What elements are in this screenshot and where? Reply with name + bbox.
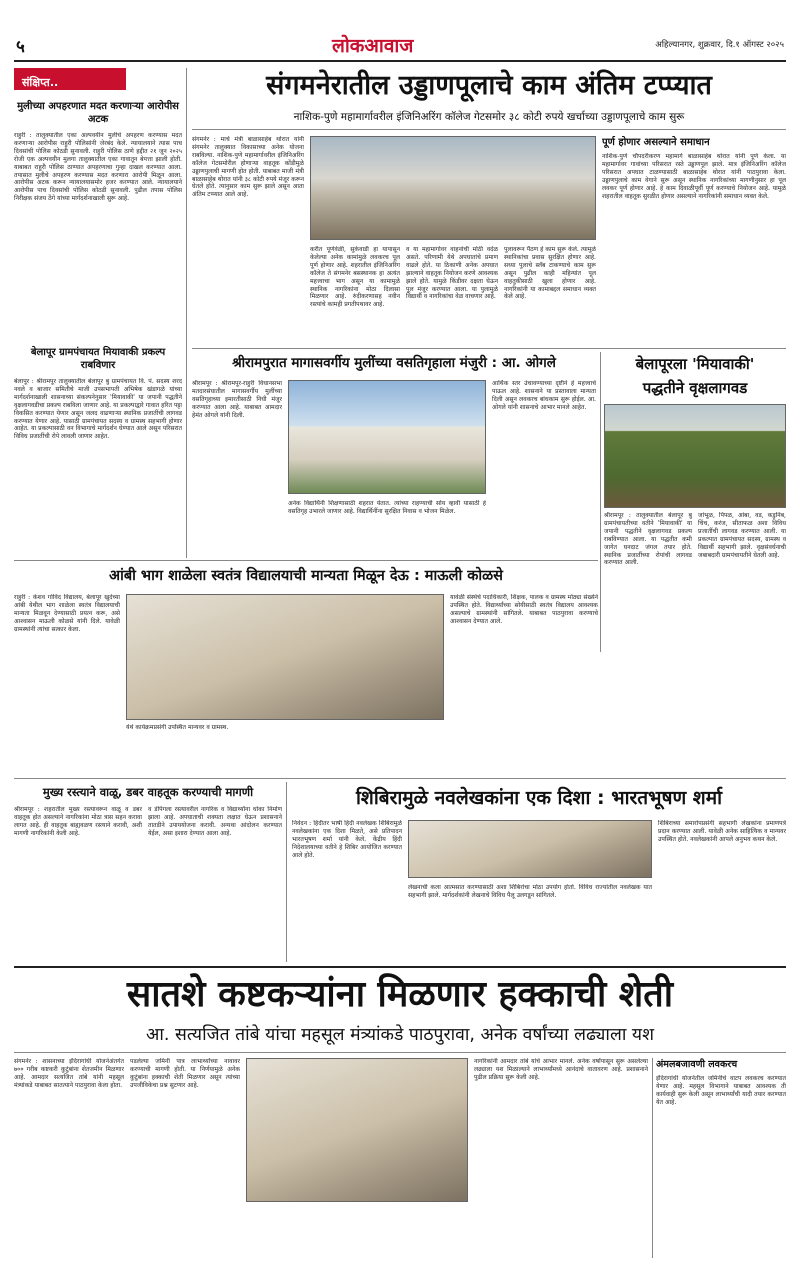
miyawaki-column: जांभूळ, पिंपळ, आंबा, वड, कडुनिंब, चिंच, करंज, सीताफळ अशा विविध प्रजातींची लागवड करण्यात आली. या प्रकल्पात ग्रामपंचायत सदस्य, ग्रामस्थ व विद्यार्थी सहभागी झाले. वृक्षसंवर्धनाची जबाबदारी ग्रामपंचायतीने घेतली आहे. [698,512,786,559]
miyawaki-headline: पद्धतीने वृक्षलागवड [642,379,748,397]
sidebar-badge [14,68,126,90]
photo-caption: येथे कार्यक्रमप्रसंगी उपस्थित मान्यवर व ग्रामस्थ. [126,724,229,731]
section-rule [14,778,786,779]
side-box-title: पूर्ण होणार असल्याने समाधान [602,137,710,148]
lead-column: व या महामार्गावर वाहनांची मोठी वर्दळ असते. परिणामी येथे अपघातांचे प्रमाण वाढले होते. या ठिकाणी अनेक अपघात झाल्याने वाहतूक नियोजन करणे आवश्यक झाले होते. यामुळे किंडीवर दक्षता घेऊन पूल मंजूर करण्यात आला. या पुलामुळे विद्यार्थी व नागरिकांचा वेळ वाचणार आहे. [406,246,498,301]
section-rule [14,966,786,968]
felicitation-photo [126,594,444,720]
road-column: श्रीरामपूर : शहरातील मुख्य रस्त्यावरून वाळू व डबर वाहतूक होत असल्याने नागरिकांना मोठा त्रास सहन करावा लागत आहे. ही वाहतूक बाह्यवळण रस्त्याने करावी, अशी मागणी नागरिकांनी केली आहे. [14,806,142,837]
farm-side-title: अंमलबजावणी लवकरच [656,1059,738,1070]
side-box [602,136,786,344]
farm-subhead: आ. सत्यजित तांबे यांचा महसूल मंत्र्यांकडे पाठपुरावा, अनेक वर्षांच्या लढ्याला यश [146,1025,654,1045]
bridge-photo [310,136,596,240]
camp-column: लेखनाची कला आत्मसात करण्यासाठी अशा शिबिरांचा मोठा उपयोग होतो. विविध राज्यांतील नवलेखक यात सहभागी झाले. मार्गदर्शकांनी लेखनाचे विविध पैलू उलगडून सांगितले. [408,884,652,899]
masthead-logo: लोकआवाज [332,35,414,56]
section-rule [14,560,598,561]
sidebar-story-title: मुलीच्या अपहरणात मदत करणाऱ्या आरोपीस अटक [17,101,179,125]
column-divider [286,782,287,962]
miyawaki-column: श्रीरामपूर : तालुक्यातील बेलापूर बु ग्रामपंचायतीच्या वतीने 'मियावाकी' या जपानी पद्धतीने वृक्षलागवड प्रकल्प राबविण्यात आला. या पद्धतीत कमी जागेत घनदाट जंगल तयार होते. स्थानिक प्रजातींच्या रोपांची लागवड करण्यात आली. [604,512,692,567]
camp-column: निवेदन : हिंदीतर भाषी हिंदी नवलेखक शिबिरामुळे नवलेखकांना एक दिशा मिळते, असे प्रतिपादन भारतभूषण शर्मा यांनी केले. केंद्रीय हिंदी निदेशालयाच्या वतीने हे शिबिर आयोजित करण्यात आले होते. [292,820,402,859]
sidebar [14,68,182,558]
subhead-rule [192,129,786,130]
lead-column: संगमनेर : मार्च मंत्री बाळासाहेब थोरात यांनी संगमनेर तालुक्यात विकासाच्या अनेक योजना राबविल्या. नाशिक-पुणे महामार्गावरील इंजिनिअरिंग कॉलेज गेटसमोरील होणाऱ्या वाहतूक कोंडीमुळे उड्डाणपुलाची मागणी होत होती. याबाबत माजी मंत्री बाळासाहेब थोरात यांनी ३८ कोटी रुपये मंजूर करून घेतले होते. त्यानुसार काम सुरू झाले असून आता अंतिम टप्प्यात आले आहे. [192,136,304,199]
school-headline: आंबी भाग शाळेला स्वतंत्र विद्यालयाची मान्यता मिळून देऊ : माऊली कोळसे [109,568,503,584]
lead-subhead: नाशिक-पुणे महामार्गावरील इंजिनिअरिंग कॉलेज गेटसमोर ३८ कोटी रुपये खर्चाच्या उड्डाणपूलाचे काम सुरू [293,111,685,123]
column-divider [186,68,187,558]
farm-side-box [656,1058,786,1258]
column-divider [600,352,601,652]
masthead [14,34,786,56]
farm-headline: सातशे कष्टकऱ्यांना मिळणार हक्काची शेती [126,974,674,1015]
farm-side-body: इंदिरागांधी योजनेतील जमिनींचे वाटप लवकरच करण्यात येणार आहे. महसूल विभागाने याबाबत आवश्यक ती कार्यवाही सुरू केली असून लाभार्थ्यांची यादी तयार करण्यात येत आहे. [656,1075,786,1106]
column-divider [652,1058,653,1258]
camp-column: शिबिराच्या समारोपप्रसंगी सहभागी लेखकांना प्रमाणपत्रे प्रदान करण्यात आली. यावेळी अनेक साहित्यिक व मान्यवर उपस्थित होते. नवलेखकांनी आपले अनुभव कथन केले. [658,820,786,843]
camp-headline: शिबिरामुळे नवलेखकांना एक दिशा : भारतभूषण शर्मा [355,787,722,809]
farm-column: संगमनेर : शासनाच्या इंदिरागांधी योजनेअंतर्गत ७०० गरीब कष्टकरी कुटुंबांना शेतजमीन मिळणार आहे. आमदार सत्यजित तांबे यांनी महसूल मंत्र्यांकडे याबाबत सातत्याने पाठपुरावा केला होता. [14,1058,124,1089]
lead-column: पुलावरून पैंठण हे काम सुरू केले. त्यामुळे स्थानिकांचा प्रवास सुरक्षित होणार आहे. सध्या पुलाचे स्लॅब टाकण्याचे काम सुरू असून पुढील काही महिन्यांत पूल वाहतुकीसाठी खुला होणार आहे. नागरिकांनी या कामाबद्दल समाधान व्यक्त केले आहे. [504,246,596,301]
side-box-body: नाशिक-पुणे चौपदरीकरण महामार्ग बाळासाहेब थोरात यांनी पूर्ण केला. या महामार्गावर गावांच्या परिसरात रस्ते उड्डाणपूल झाले. मात्र इंजिनिअरिंग कॉलेज परिसरात अपघात टाळण्यासाठी बाळासाहेब थोरात यांनी पाठपुरावा केला. उड्डाणपुलाचे काम वेगाने सुरू असून स्थानिक नागरिकांच्या मागणीनुसार हा पूल लवकर पूर्ण होणार आहे. हे काम दिवाळीपूर्वी पूर्ण करण्याचे नियोजन आहे. यामुळे शहरातील वाहतूक सुरळीत होणार असल्याने नागरिकांनी समाधान व्यक्त केले. [602,153,786,200]
hostel-headline: श्रीरामपुरात मागासवर्गीय मुलींच्या वसतिगृहाला मंजुरी : आ. ओगले [232,355,556,371]
road-headline: मुख्य रस्त्याने वाळू, डबर वाहतूक करण्याची मागणी [42,785,254,799]
road-column: व डंपिंगला रस्त्यावरील नागरिक व विद्यार्थ्यांना धोका निर्माण झाला आहे. अपघाताची शक्यता लक्षात घेऊन प्रशासनाने तातडीने उपाययोजना करावी. अन्यथा आंदोलन करण्यात येईल, असा इशारा देण्यात आला आहे. [148,806,282,837]
masthead-rule [14,60,786,62]
hostel-column: श्रीरामपूर : श्रीरामपूर-राहुरी विधानसभा मतदारसंघातील मागासवर्गीय मुलींच्या वसतिगृहाच्या इमारतीसाठी निधी मंजूर करण्यात आला आहे. याबाबत आमदार हेमंत ओगले यांनी दिली. [192,380,282,419]
dateline: अहिल्यानगर, शुक्रवार, दि.१ ऑगस्ट २०२५ [655,40,784,50]
miyawaki-headline: बेलापूरला 'मियावाकी' [635,355,755,373]
tree-planting-photo [604,404,786,508]
school-column: राहुरी : केशव गोविंद विद्यालय, बेलापूर खुर्दच्या आंबी येथील भाग शाळेला स्वतंत्र विद्यालयाची मान्यता मिळवून देण्यासाठी प्रयत्न करू, असे आश्वासन माऊली कोळसे यांनी दिले. यावेळी ग्रामस्थांनी त्यांचा सत्कार केला. [14,594,120,633]
sidebar-story-body: राहुरी : तालुक्यातील एका अल्पवयीन मुलीचे अपहरण करण्यास मदत करणाऱ्या आरोपीस राहुरी पोलिसांनी जेरबंद केले. न्यायालयाने त्यास पाच दिवसांची पोलिस कोठडी सुनावली. राहुरी पोलिस ठाणे हद्दीत २१ जून २०२५ रोजी एक अल्पवयीन मुलगा तालुक्यातील एका गावातून बेपत्ता झाली होती. याबाबत राहुरी पोलिस ठाण्यात अपहरणाचा गुन्हा दाखल करण्यात आला. तपासात मुलीचे अपहरण करण्यास मदत करणारा आरोपी मिळून आला. आरोपीस अटक करून न्यायालयासमोर हजर करण्यात आले. न्यायालयाने आरोपीस पाच दिवसांची पोलिस कोठडी सुनावली. पुढील तपास पोलिस निरीक्षक संजय ठेंगे यांच्या मार्गदर्शनाखाली सुरू आहे. [14,132,182,203]
sidebar-badge-label: संक्षिप्त.. [22,76,59,89]
sidebar-story-title: बेलापूर ग्रामपंचायत मियावाकी प्रकल्प राबविणार [30,347,166,371]
farm-column: पडलेल्या जमिनी पात्र लाभार्थ्यांच्या नावावर करण्याची मागणी होती. या निर्णयामुळे अनेक कुटुंबांना हक्काची शेती मिळणार असून त्यांच्या उपजीविकेचा प्रश्न सुटणार आहे. [130,1058,240,1089]
hostel-column: अनेक विद्यार्थिनी शिक्षणासाठी शहरात येतात. त्यांच्या राहण्याची सोय व्हावी यासाठी हे वसतिगृह उभारले जाणार आहे. विद्यार्थिनींना सुरक्षित निवास व भोजन मिळेल. [288,500,486,515]
minister-meeting-photo [246,1058,468,1202]
sidebar-story-body: बेलापूर : श्रीरामपूर तालुक्यातील बेलापूर बु ग्रामपंचायत वि. पं. सदस्य शरद नवले व बाजार समितीचे माजी उपसभापती अभिषेक खंडागळे यांच्या मार्गदर्शनाखाली शासनाच्या संकल्पनेनुसार 'मियावाकी' या जपानी पद्धतीने वृक्षलागवडीचा प्रकल्प राबविला जाणार आहे. या प्रकल्पाद्वारे गावात हरित पट्टा विकसित करण्यात येणार असून जलद वाढणाऱ्या स्थानिक प्रजातींची लागवड करण्यात येणार आहे. यासाठी ग्रामपंचायत सदस्य व ग्रामस्थ सहभागी होणार आहेत. या प्रकल्पासाठी वन विभागाचे मार्गदर्शन घेण्यात आले असून परिसरात विविध प्रजातींची रोपे लावली जाणार आहेत. [14,378,182,441]
hostel-building-photo [288,380,486,494]
hostel-column: आर्थिक स्तर उंचावण्याच्या दृष्टीने हे महत्त्वाचे पाऊल आहे. शासनाने या प्रस्तावाला मान्यता दिली असून लवकरच बांधकाम सुरू होईल. आ. ओगले यांनी शासनाचे आभार मानले आहेत. [492,380,596,411]
school-column: यावेळी संस्थेचे पदाधिकारी, शिक्षक, पालक व ग्रामस्थ मोठ्या संख्येने उपस्थित होते. विद्यार्थ्यांच्या सोयीसाठी स्वतंत्र विद्यालय आवश्यक असल्याचे ग्रामस्थांनी सांगितले. याबाबत पाठपुरावा करण्याचे आश्वासन देण्यात आले. [450,594,598,625]
camp-photo [408,820,652,878]
farm-column: नागरिकांनी आमदार तांबे यांचे आभार मानले. अनेक वर्षांपासून सुरू असलेल्या लढ्याला यश मिळाल्याने लाभार्थ्यांमध्ये आनंदाचे वातावरण आहे. प्रशासनाने पुढील प्रक्रिया सुरू केली आहे. [474,1058,648,1081]
subhead-rule [14,1052,786,1053]
page-number: ५ [16,37,25,56]
section-rule [192,348,786,349]
lead-column: करीत पूर्णवेळी, सुकेवाडी हा यापासून केलेल्या अनेक कामांमुळे लवकरच पूल पूर्ण होणार आहे. शहरातील इंजिनिअरिंग कॉलेज ते संगमनेर बसस्थानक हा अत्यंत महत्त्वाचा भाग असून या कामामुळे स्थानिक नागरिकांना मोठा दिलासा मिळणार आहे. रुंदीकरणासह नवीन रस्त्यांचे कामही प्रगतीपथावर आहे. [310,246,400,309]
lead-headline: संगमनेरातील उड्डाणपूलाचे काम अंतिम टप्प्यात [266,70,712,101]
